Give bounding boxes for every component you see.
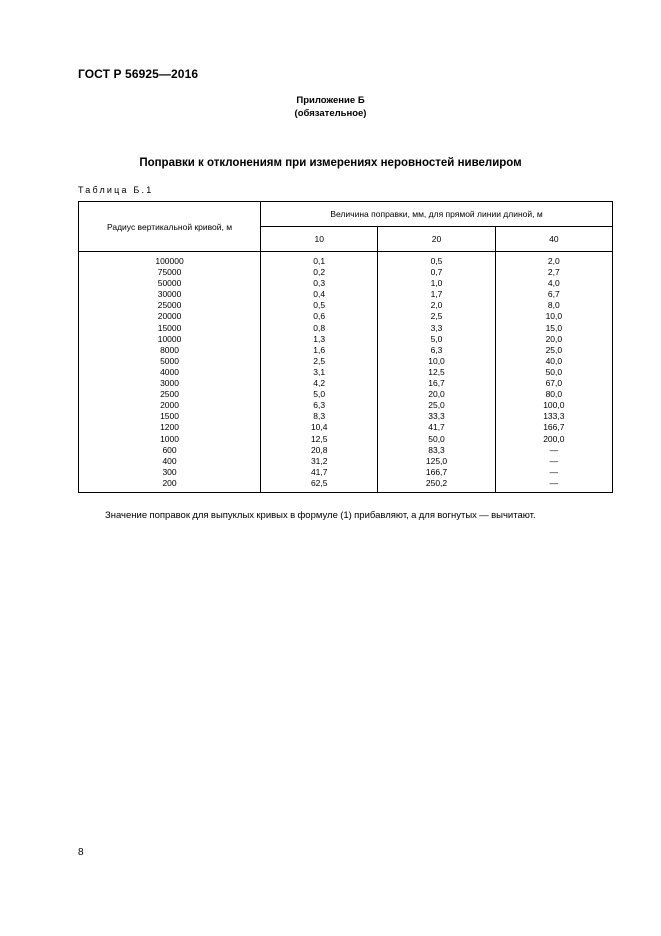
radius-cell: 25000: [79, 300, 261, 311]
table-row: [79, 422, 613, 433]
correction-20-cell: 10,0: [378, 356, 495, 367]
radius-cell: 10000: [79, 334, 261, 345]
radius-column-header: Радиус вертикальной кривой, м: [79, 202, 261, 252]
correction-20-cell: 25,0: [378, 400, 495, 411]
correction-20-cell: 41,7: [378, 422, 495, 433]
table-note: Значение поправок для выпуклых кривых в формуле (1) прибавляют, а для вогнутых — вычитают.: [105, 510, 536, 521]
radius-cell: 600: [79, 445, 261, 456]
appendix-title: Приложение Б: [296, 95, 365, 106]
correction-10-cell: 4,2: [261, 378, 378, 389]
correction-40-cell: 67,0: [495, 378, 612, 389]
corrections-table: [78, 201, 613, 493]
correction-20-cell: 0,5: [378, 252, 495, 268]
correction-10-cell: 0,6: [261, 311, 378, 322]
correction-10-cell: 0,3: [261, 278, 378, 289]
correction-40-cell: 25,0: [495, 345, 612, 356]
correction-40-cell: 6,7: [495, 289, 612, 300]
section-title: Поправки к отклонениям при измерениях неровностей нивелиром: [139, 157, 522, 169]
length-header-40: 40: [495, 227, 612, 252]
table-row: [79, 278, 613, 289]
radius-cell: 2000: [79, 400, 261, 411]
table-body: [79, 252, 613, 493]
correction-40-cell: 10,0: [495, 311, 612, 322]
radius-cell: 50000: [79, 278, 261, 289]
table-row: [79, 389, 613, 400]
table-caption: Таблица Б.1: [78, 185, 154, 195]
radius-cell: 100000: [79, 252, 261, 268]
correction-40-cell: 2,7: [495, 267, 612, 278]
correction-10-cell: 0,5: [261, 300, 378, 311]
correction-10-cell: 0,1: [261, 252, 378, 268]
correction-40-cell: 133,3: [495, 411, 612, 422]
table-row: [79, 356, 613, 367]
correction-40-cell: 50,0: [495, 367, 612, 378]
table-row: [79, 252, 613, 268]
correction-40-cell: 100,0: [495, 400, 612, 411]
correction-10-cell: 0,4: [261, 289, 378, 300]
correction-20-cell: 1,7: [378, 289, 495, 300]
length-header-20: 20: [378, 227, 495, 252]
correction-40-cell: 40,0: [495, 356, 612, 367]
page-number: 8: [78, 847, 84, 858]
correction-20-cell: 12,5: [378, 367, 495, 378]
radius-cell: 20000: [79, 311, 261, 322]
table-row: [79, 289, 613, 300]
correction-10-cell: 1,6: [261, 345, 378, 356]
correction-20-cell: 50,0: [378, 434, 495, 445]
correction-10-cell: 12,5: [261, 434, 378, 445]
correction-40-cell: —: [495, 478, 612, 493]
correction-10-cell: 5,0: [261, 389, 378, 400]
correction-20-cell: 83,3: [378, 445, 495, 456]
correction-40-cell: 166,7: [495, 422, 612, 433]
correction-40-cell: —: [495, 467, 612, 478]
correction-group-header: Величина поправки, мм, для прямой линии длиной, м: [261, 202, 613, 227]
correction-20-cell: 250,2: [378, 478, 495, 493]
correction-10-cell: 2,5: [261, 356, 378, 367]
radius-cell: 300: [79, 467, 261, 478]
correction-10-cell: 0,8: [261, 323, 378, 334]
table-row: [79, 267, 613, 278]
table-row: [79, 334, 613, 345]
radius-cell: 1500: [79, 411, 261, 422]
correction-10-cell: 3,1: [261, 367, 378, 378]
radius-cell: 5000: [79, 356, 261, 367]
correction-40-cell: 8,0: [495, 300, 612, 311]
correction-20-cell: 2,0: [378, 300, 495, 311]
standard-code: ГОСТ Р 56925—2016: [78, 67, 199, 81]
correction-40-cell: 20,0: [495, 334, 612, 345]
correction-10-cell: 8,3: [261, 411, 378, 422]
table-row: [79, 323, 613, 334]
length-header-10: 10: [261, 227, 378, 252]
table-row: [79, 300, 613, 311]
table-row: [79, 378, 613, 389]
correction-40-cell: —: [495, 456, 612, 467]
correction-20-cell: 5,0: [378, 334, 495, 345]
table-row: [79, 478, 613, 493]
radius-cell: 8000: [79, 345, 261, 356]
radius-cell: 15000: [79, 323, 261, 334]
radius-cell: 200: [79, 478, 261, 493]
radius-cell: 1200: [79, 422, 261, 433]
table-row: [79, 456, 613, 467]
correction-20-cell: 125,0: [378, 456, 495, 467]
correction-10-cell: 0,2: [261, 267, 378, 278]
table-row: [79, 311, 613, 322]
correction-20-cell: 166,7: [378, 467, 495, 478]
radius-cell: 4000: [79, 367, 261, 378]
radius-cell: 75000: [79, 267, 261, 278]
correction-20-cell: 16,7: [378, 378, 495, 389]
radius-cell: 30000: [79, 289, 261, 300]
correction-10-cell: 31,2: [261, 456, 378, 467]
correction-20-cell: 3,3: [378, 323, 495, 334]
correction-20-cell: 6,3: [378, 345, 495, 356]
table-row: [79, 367, 613, 378]
appendix-status: (обязательное): [294, 108, 367, 119]
table-row: [79, 467, 613, 478]
radius-cell: 3000: [79, 378, 261, 389]
table-row: [79, 445, 613, 456]
table-row: [79, 434, 613, 445]
correction-40-cell: 200,0: [495, 434, 612, 445]
radius-cell: 1000: [79, 434, 261, 445]
correction-40-cell: 4,0: [495, 278, 612, 289]
table-row: [79, 400, 613, 411]
correction-40-cell: 80,0: [495, 389, 612, 400]
correction-20-cell: 0,7: [378, 267, 495, 278]
correction-10-cell: 62,5: [261, 478, 378, 493]
correction-40-cell: —: [495, 445, 612, 456]
radius-cell: 400: [79, 456, 261, 467]
correction-10-cell: 41,7: [261, 467, 378, 478]
radius-cell: 2500: [79, 389, 261, 400]
correction-20-cell: 2,5: [378, 311, 495, 322]
correction-40-cell: 15,0: [495, 323, 612, 334]
table-row: [79, 411, 613, 422]
table-row: [79, 345, 613, 356]
correction-40-cell: 2,0: [495, 252, 612, 268]
correction-10-cell: 10,4: [261, 422, 378, 433]
correction-10-cell: 6,3: [261, 400, 378, 411]
correction-20-cell: 1,0: [378, 278, 495, 289]
correction-20-cell: 20,0: [378, 389, 495, 400]
correction-10-cell: 20,8: [261, 445, 378, 456]
correction-10-cell: 1,3: [261, 334, 378, 345]
correction-20-cell: 33,3: [378, 411, 495, 422]
